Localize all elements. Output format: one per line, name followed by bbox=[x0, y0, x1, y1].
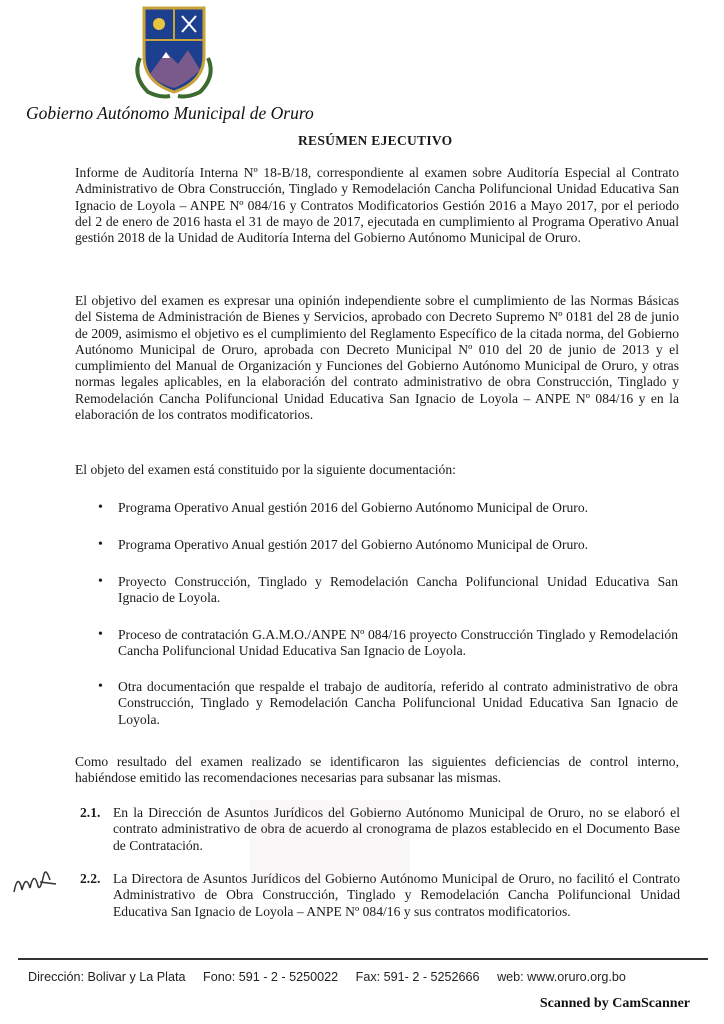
document-title: RESÚMEN EJECUTIVO bbox=[298, 133, 453, 148]
finding-number: 2.2. bbox=[80, 871, 101, 886]
bullet-icon: • bbox=[98, 500, 103, 515]
footer-contact-bar bbox=[28, 970, 712, 984]
bullet-icon: • bbox=[98, 627, 103, 642]
footer-divider bbox=[18, 958, 708, 960]
bullet-icon: • bbox=[98, 679, 103, 694]
finding-number: 2.1. bbox=[80, 805, 101, 820]
oruro-coat-of-arms-logo bbox=[126, 4, 222, 100]
list-item-text: Otra documentación que respalde el trabajo de auditoría, referido al contrato administrativo de obra Construcción, Tinglado y Remodelación Cancha Polifuncional Unidad Educativa San Ignacio de Loyola. bbox=[118, 679, 678, 727]
object-paragraph: El objeto del examen está constituido por la siguiente documentación: bbox=[75, 462, 456, 477]
bullet-icon: • bbox=[98, 537, 103, 552]
list-item bbox=[98, 679, 678, 728]
organization-title: Gobierno Autónomo Municipal de Oruro bbox=[26, 103, 314, 123]
list-item-text: Proceso de contratación G.A.M.O./ANPE Nº 084/16 proyecto Construcción Tinglado y Remodelación Cancha Polifuncional Unidad Educativa San Ignacio de Loyola. bbox=[118, 627, 678, 659]
bullet-icon: • bbox=[98, 574, 103, 589]
intro-paragraph: Informe de Auditoría Interna Nº 18-B/18, correspondiente al examen sobre Auditoría Especial al Contrato Administrativo de Obra Construcción, Tinglado y Remodelación Cancha Polifuncional Unidad Educativa San Ignacio de Loyola – ANPE Nº 084/16 y Contratos Modificatorios Gestión 2016 a Mayo 2017, por el periodo del 2 de enero de 2016 hasta el 31 de mayo de 2017, ejecutada en cumplimiento al Programa Operativo Anual gestión 2018 de la Unidad de Auditoría Interna del Gobierno Autónomo Municipal de Oruro. bbox=[75, 165, 679, 246]
list-item-text: Programa Operativo Anual gestión 2016 del Gobierno Autónomo Municipal de Oruro. bbox=[118, 500, 589, 515]
finding-text: En la Dirección de Asuntos Jurídicos del Gobierno Autónomo Municipal de Oruro, no se elaboró el contrato administrativo de obra de acuerdo al cronograma de plazos establecido en el Documento Base de Contratación. bbox=[113, 805, 680, 853]
list-item bbox=[98, 537, 678, 553]
finding-item bbox=[80, 805, 680, 854]
footer-phone: Fono: 591 - 2 - 5250022 bbox=[203, 970, 339, 984]
handwritten-initials-signature bbox=[10, 862, 60, 902]
objective-paragraph: El objetivo del examen es expresar una opinión independiente sobre el cumplimiento de las Normas Básicas del Sistema de Administración de Bienes y Servicios, aprobado con Decreto Supremo Nº 0181 del 28 de junio de 2009, asimismo el objetivo es el cumplimiento del Reglamento Específico de la citada norma, del Gobierno Autónomo Municipal de Oruro, aprobada con Decreto Municipal Nº 010 del 20 de junio de 2013 y el cumplimiento del Manual de Organización y Funciones del Gobierno Autónomo Municipal de Oruro, y otras normas legales aplicables, en la elaboración del contrato administrativo de obra Construcción, Tinglado y Remodelación Cancha Polifuncional Unidad Educativa San Ignacio de Loyola – ANPE Nº 084/16 y en la elaboración de los contratos modificatorios. bbox=[75, 293, 679, 423]
list-item-text: Proyecto Construcción, Tinglado y Remodelación Cancha Polifuncional Unidad Educativa San Ignacio de Loyola. bbox=[118, 574, 678, 606]
footer-address: Dirección: Bolivar y La Plata bbox=[28, 970, 186, 984]
results-paragraph: Como resultado del examen realizado se identificaron las siguientes deficiencias de control interno, habiéndose emitido las recomendaciones necesarias para subsanar las mismas. bbox=[75, 754, 679, 786]
finding-text: La Directora de Asuntos Jurídicos del Gobierno Autónomo Municipal de Oruro, no facilitó el Contrato Administrativo de Obra Construcción, Tinglado y Remodelación Cancha Polifuncional Unidad Educativa San Ignacio de Loyola – ANPE Nº 084/16 y sus contratos modificatorios. bbox=[113, 871, 680, 919]
finding-item bbox=[80, 871, 680, 920]
list-item bbox=[98, 500, 678, 516]
list-item bbox=[98, 627, 678, 660]
footer-web: web: www.oruro.org.bo bbox=[497, 970, 626, 984]
list-item-text: Programa Operativo Anual gestión 2017 del Gobierno Autónomo Municipal de Oruro. bbox=[118, 537, 589, 552]
scanner-watermark-text: Scanned by CamScanner bbox=[539, 996, 690, 1011]
list-item bbox=[98, 574, 678, 607]
footer-fax: Fax: 591- 2 - 5252666 bbox=[355, 970, 480, 984]
